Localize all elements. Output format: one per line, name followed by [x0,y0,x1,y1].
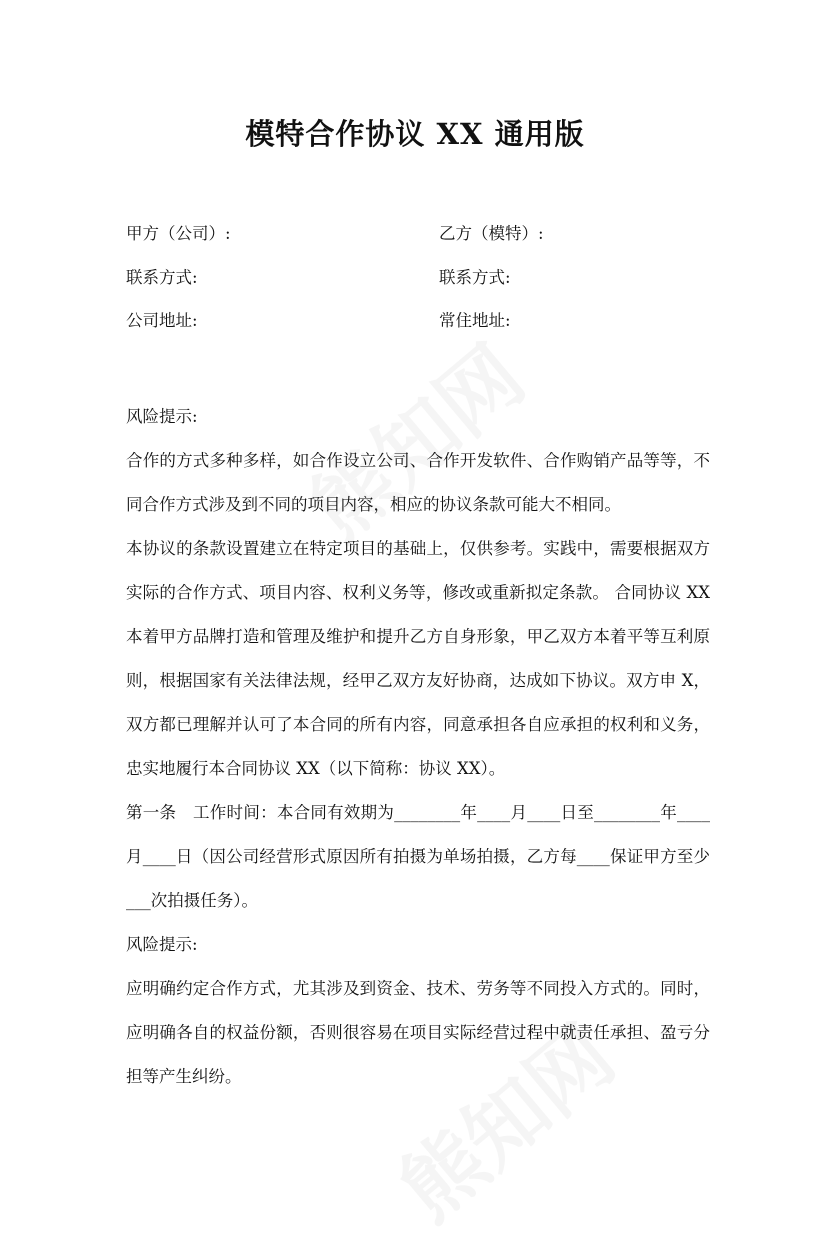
party-row [126,220,706,264]
party-b-model-label: 乙方（模特）: [439,224,544,243]
party-a-address-label: 公司地址: [126,311,198,330]
party-a-company-label: 甲方（公司）: [126,224,231,243]
paragraph: 应明确约定合作方式，尤其涉及到资金、技术、劳务等不同投入方式的。同时，应明确各自的权益份额，否则很容易在项目实际经营过程中就责任承担、盈亏分担等产生纠纷。 [126,979,710,1086]
party-row [126,264,706,308]
risk-notice-heading: 风险提示: [126,407,198,426]
party-a-contact-label: 联系方式: [126,267,198,287]
party-row [126,307,706,351]
risk-notice-heading: 风险提示: [126,935,198,954]
paragraph: 合作的方式多种多样，如合作设立公司、合作开发软件、合作购销产品等等，不同合作方式涉及到不同的项目内容，相应的协议条款可能大不相同。 [126,451,710,514]
document-title: 模特合作协议 XX 通用版 [245,117,585,151]
paragraph: 本协议的条款设置建立在特定项目的基础上，仅供参考。实践中，需要根据双方实际的合作方式、项目内容、权利义务等，修改或重新拟定条款。 合同协议 XX 本着甲方品牌打造和管理及维护和提升乙方自身形象，甲乙双方本着平等互利原则，根据国家有关法律法规，经甲乙双方友好协商，达成如下协议。双方申 X，双方都已理解并认可了本合同的所有内容，同意承担各自应承担的权利和义务，忠实地履行本合同协议 XX（以下简称：协议 XX）。 [126,539,710,778]
party-b-address-label: 常住地址: [439,311,511,330]
party-info [126,220,706,351]
party-b-contact-label: 联系方式: [439,267,511,287]
document-body [126,395,710,1099]
article-1-work-time: 第一条 工作时间：本合同有效期为________年____月____日至________年____月____日（因公司经营形式原因所有拍摄为单场拍摄，乙方每____保证甲方至少___次拍摄任务）。 [126,803,710,910]
